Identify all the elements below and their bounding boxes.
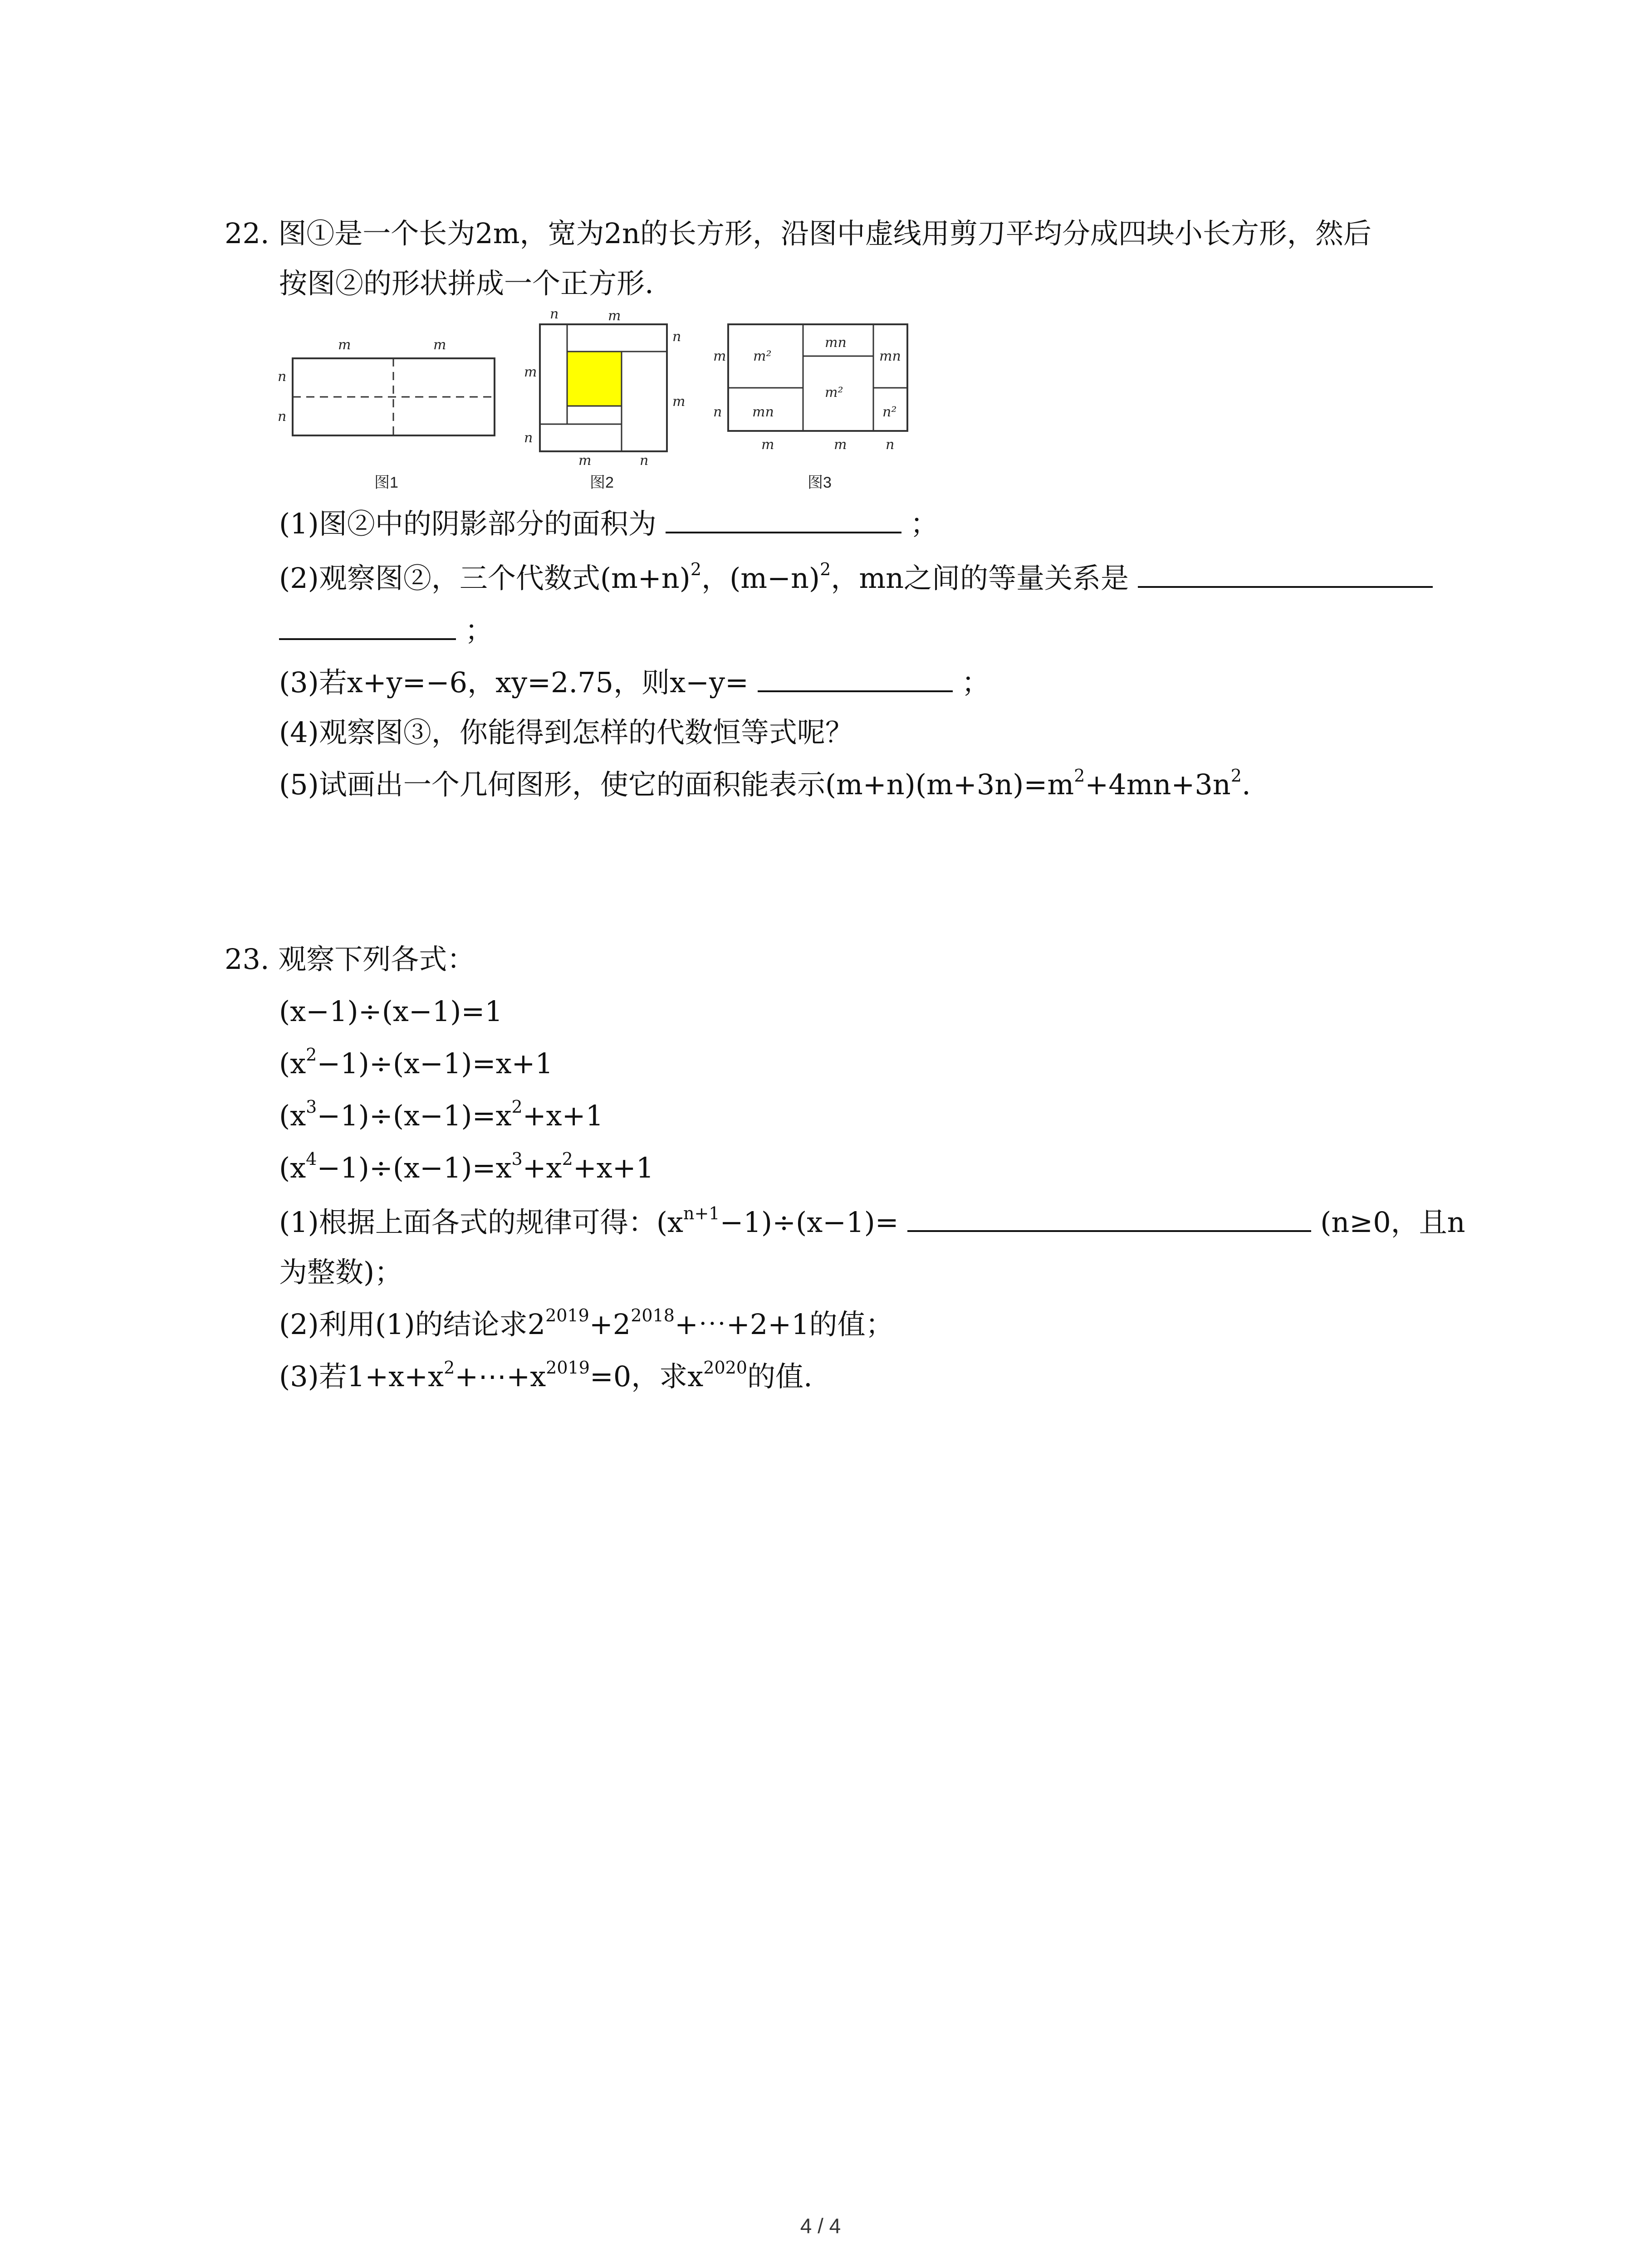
q22-part1: (1)图②中的阴影部分的面积为 ； <box>279 503 938 542</box>
fig2-label-n-right: n <box>672 329 681 345</box>
fig3-label-n-bottom: n <box>886 437 895 453</box>
q23-expr2: $(x^2-1)\div(x-1)=x+1$ <box>279 1045 553 1080</box>
fig2-label-n-top: n <box>550 308 559 322</box>
q23-expr3: $(x^3-1)\div(x-1)=x^2+x+1$ <box>279 1097 604 1132</box>
answer-blank-q22-3[interactable] <box>758 662 953 692</box>
q22-part2: (2)观察图②，三个代数式$(m+n)^2$，$(m-n)^2$，mn之间的等量关系是 <box>279 558 1433 596</box>
q23-stem: 23. 观察下列各式： <box>225 943 475 976</box>
fig3-cell-n2: n² <box>882 404 897 420</box>
figure-2 <box>524 308 685 491</box>
q23-part1-cont: 为整数)； <box>279 1256 403 1289</box>
answer-blank-q22-2b[interactable] <box>279 610 456 640</box>
fig2-label-n-left: n <box>524 430 533 446</box>
fig2-caption: 图2 <box>590 474 614 491</box>
fig3-cell-m2-left: m² <box>753 348 772 364</box>
fig2-label-m-bottom: m <box>578 453 592 469</box>
fig1-label-n-bottom: n <box>278 409 287 425</box>
q22-part5: (5)试画出一个几何图形，使它的面积能表示$(m+n)(m+3n)=m^2+4mn+3n^2$. <box>279 766 1251 801</box>
q23-part1: (1)根据上面各式的规律可得：$(x^{n+1}-1)\div(x-1)= (n\ge 0$，且n <box>279 1202 1465 1241</box>
q22-stem-line1: 22. 图①是一个长为2m，宽为2n的长方形，沿图中虚线用剪刀平均分成四块小长方形，然后 <box>225 217 1372 250</box>
fig3-cell-m2-center: m² <box>825 385 843 401</box>
figure-1 <box>278 337 495 491</box>
fig2-label-m-right: m <box>672 394 686 410</box>
fig3-label-m-bottom1: m <box>761 437 774 453</box>
fig3-cell-mn-bottom: mn <box>752 404 774 420</box>
q22-stem-line2: 按图②的形状拼成一个正方形. <box>279 267 654 300</box>
q22-figures <box>272 308 916 501</box>
answer-blank-q22-2a[interactable] <box>1138 558 1433 588</box>
q23-part2: (2)利用(1)的结论求$2^{2019}+2^{2018}+\cdots+2+1$的值； <box>279 1305 894 1341</box>
shaded-square <box>567 352 622 406</box>
q23-expr4: $(x^4-1)\div(x-1)=x^3+x^2+x+1$ <box>279 1149 654 1184</box>
figure-3 <box>713 324 907 491</box>
q22-part4: (4)观察图③，你能得到怎样的代数恒等式呢？ <box>279 716 853 749</box>
q22-part2-cont: ； <box>279 610 493 649</box>
fig1-label-m-left: m <box>338 337 351 353</box>
fig3-caption: 图3 <box>808 474 832 491</box>
fig1-caption: 图1 <box>374 474 398 491</box>
fig2-label-m-top: m <box>608 308 621 324</box>
fig1-label-n-top: n <box>278 369 287 385</box>
fig3-label-n-left: n <box>713 404 722 420</box>
answer-blank-q23-1[interactable] <box>907 1202 1311 1232</box>
q22-part3: (3)若x+y=−6，xy=2.75，则x−y= ； <box>279 662 989 701</box>
fig3-label-m-bottom2: m <box>834 437 847 453</box>
fig3-cell-mn-right: mn <box>879 348 901 364</box>
fig2-label-n-bottom: n <box>640 453 649 469</box>
fig3-label-m-left: m <box>713 348 726 364</box>
q23-part3: (3)若$1+x+x^2+\cdots+x^{2019}=0$，求$x^{2020}$的值. <box>279 1358 813 1393</box>
answer-blank-q22-1[interactable] <box>666 503 901 533</box>
q23-expr1: (x−1)÷(x−1)=1 <box>279 995 503 1028</box>
fig2-label-m-left: m <box>524 364 537 380</box>
fig1-label-m-right: m <box>433 337 446 353</box>
page-number: 4 / 4 <box>800 2214 841 2238</box>
fig3-cell-mn-top: mn <box>825 335 847 351</box>
